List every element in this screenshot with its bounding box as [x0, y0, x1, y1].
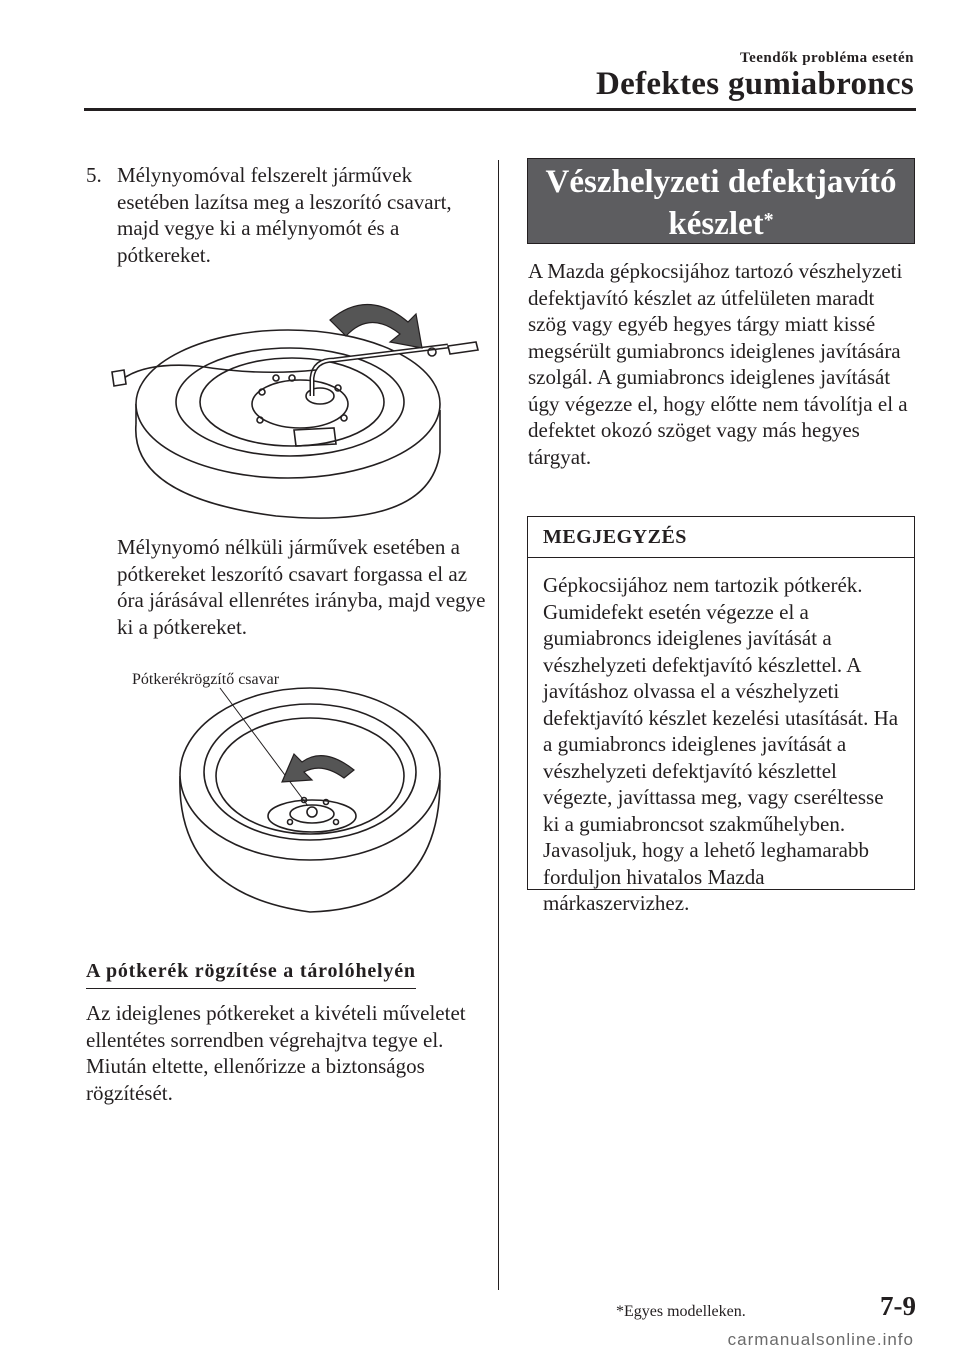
- footnote: *Egyes modelleken.: [616, 1303, 746, 1320]
- banner-title-line2: készlet: [668, 206, 764, 242]
- column-divider: [498, 160, 499, 1290]
- step-5: [86, 162, 486, 268]
- banner-title-line1: Vészhelyzeti defektjavító: [545, 164, 897, 200]
- para-no-subwoofer: Mélynyomó nélküli járművek esetében a pótkereket leszorító csavart forgassa el az óra járásával ellenrétes irányba, majd vegye ki a pótkereket.: [117, 535, 486, 639]
- note-body: Gépkocsijához nem tartozik pótkerék. Gumidefekt esetén végezze el a gumiabroncs ideiglenes javítását a vészhelyzeti defektjavító készlettel. A javításhoz olvassa el a vészhelyzeti defektjavító készlet kezelési utasítását. Ha a gumiabroncs ideiglenes javítását a vészhelyzeti defektjavító készlettel végezte, javíttassa meg, vagy cseréltesse ki a gumiabroncsot szakműhelyben. Javasoljuk, hogy a lehető leghamarabb forduljon hivatalos Mazda márkaszervizhez.: [543, 573, 899, 915]
- para-repair-kit: A Mazda gépkocsijához tartozó vészhelyzeti defektjavító készlet az útfelületen maradt szög vagy egyéb hegyes tárgy miatt kissé megsérült gumiabroncs ideiglenes javítására szolgál. A gumiabroncs ideiglenes javítását úgy végezze el, hogy előtte nem távolítja el a defektet okozó szöget vagy más hegyes tárgyat.: [528, 259, 908, 469]
- header-rule: [84, 108, 916, 111]
- para-storage: Az ideiglenes pótkereket a kivételi műveletet ellentétes sorrendben végrehajtva tegye el. Miután eltette, ellenőrizze a biztonságos rögzítését.: [86, 1001, 466, 1105]
- note-box: [527, 516, 915, 915]
- page-number: 7-9: [880, 1291, 916, 1321]
- subwoofer-spare-tire-illustration: [108, 292, 488, 528]
- step-number: 5.: [86, 163, 102, 187]
- section-banner: [527, 158, 915, 244]
- note-title: MEGJEGYZÉS: [528, 517, 914, 558]
- watermark: carmanualsonline.info: [727, 1330, 914, 1349]
- spare-tire-lock-bolt-illustration: [176, 684, 444, 918]
- header-section: Teendők probléma esetén: [739, 50, 914, 66]
- subheading-storage: A pótkerék rögzítése a tárolóhelyén: [86, 960, 416, 989]
- figure-label-lock-bolt: Pótkerékrögzítő csavar: [132, 671, 280, 688]
- step-text: Mélynyomóval felszerelt járművek esetében lazítsa meg a leszorító csavart, majd vegye ki a mélynyomót és a pótkereket.: [117, 163, 452, 267]
- banner-asterisk: *: [763, 209, 774, 231]
- page-title: Defektes gumiabroncs: [596, 66, 914, 102]
